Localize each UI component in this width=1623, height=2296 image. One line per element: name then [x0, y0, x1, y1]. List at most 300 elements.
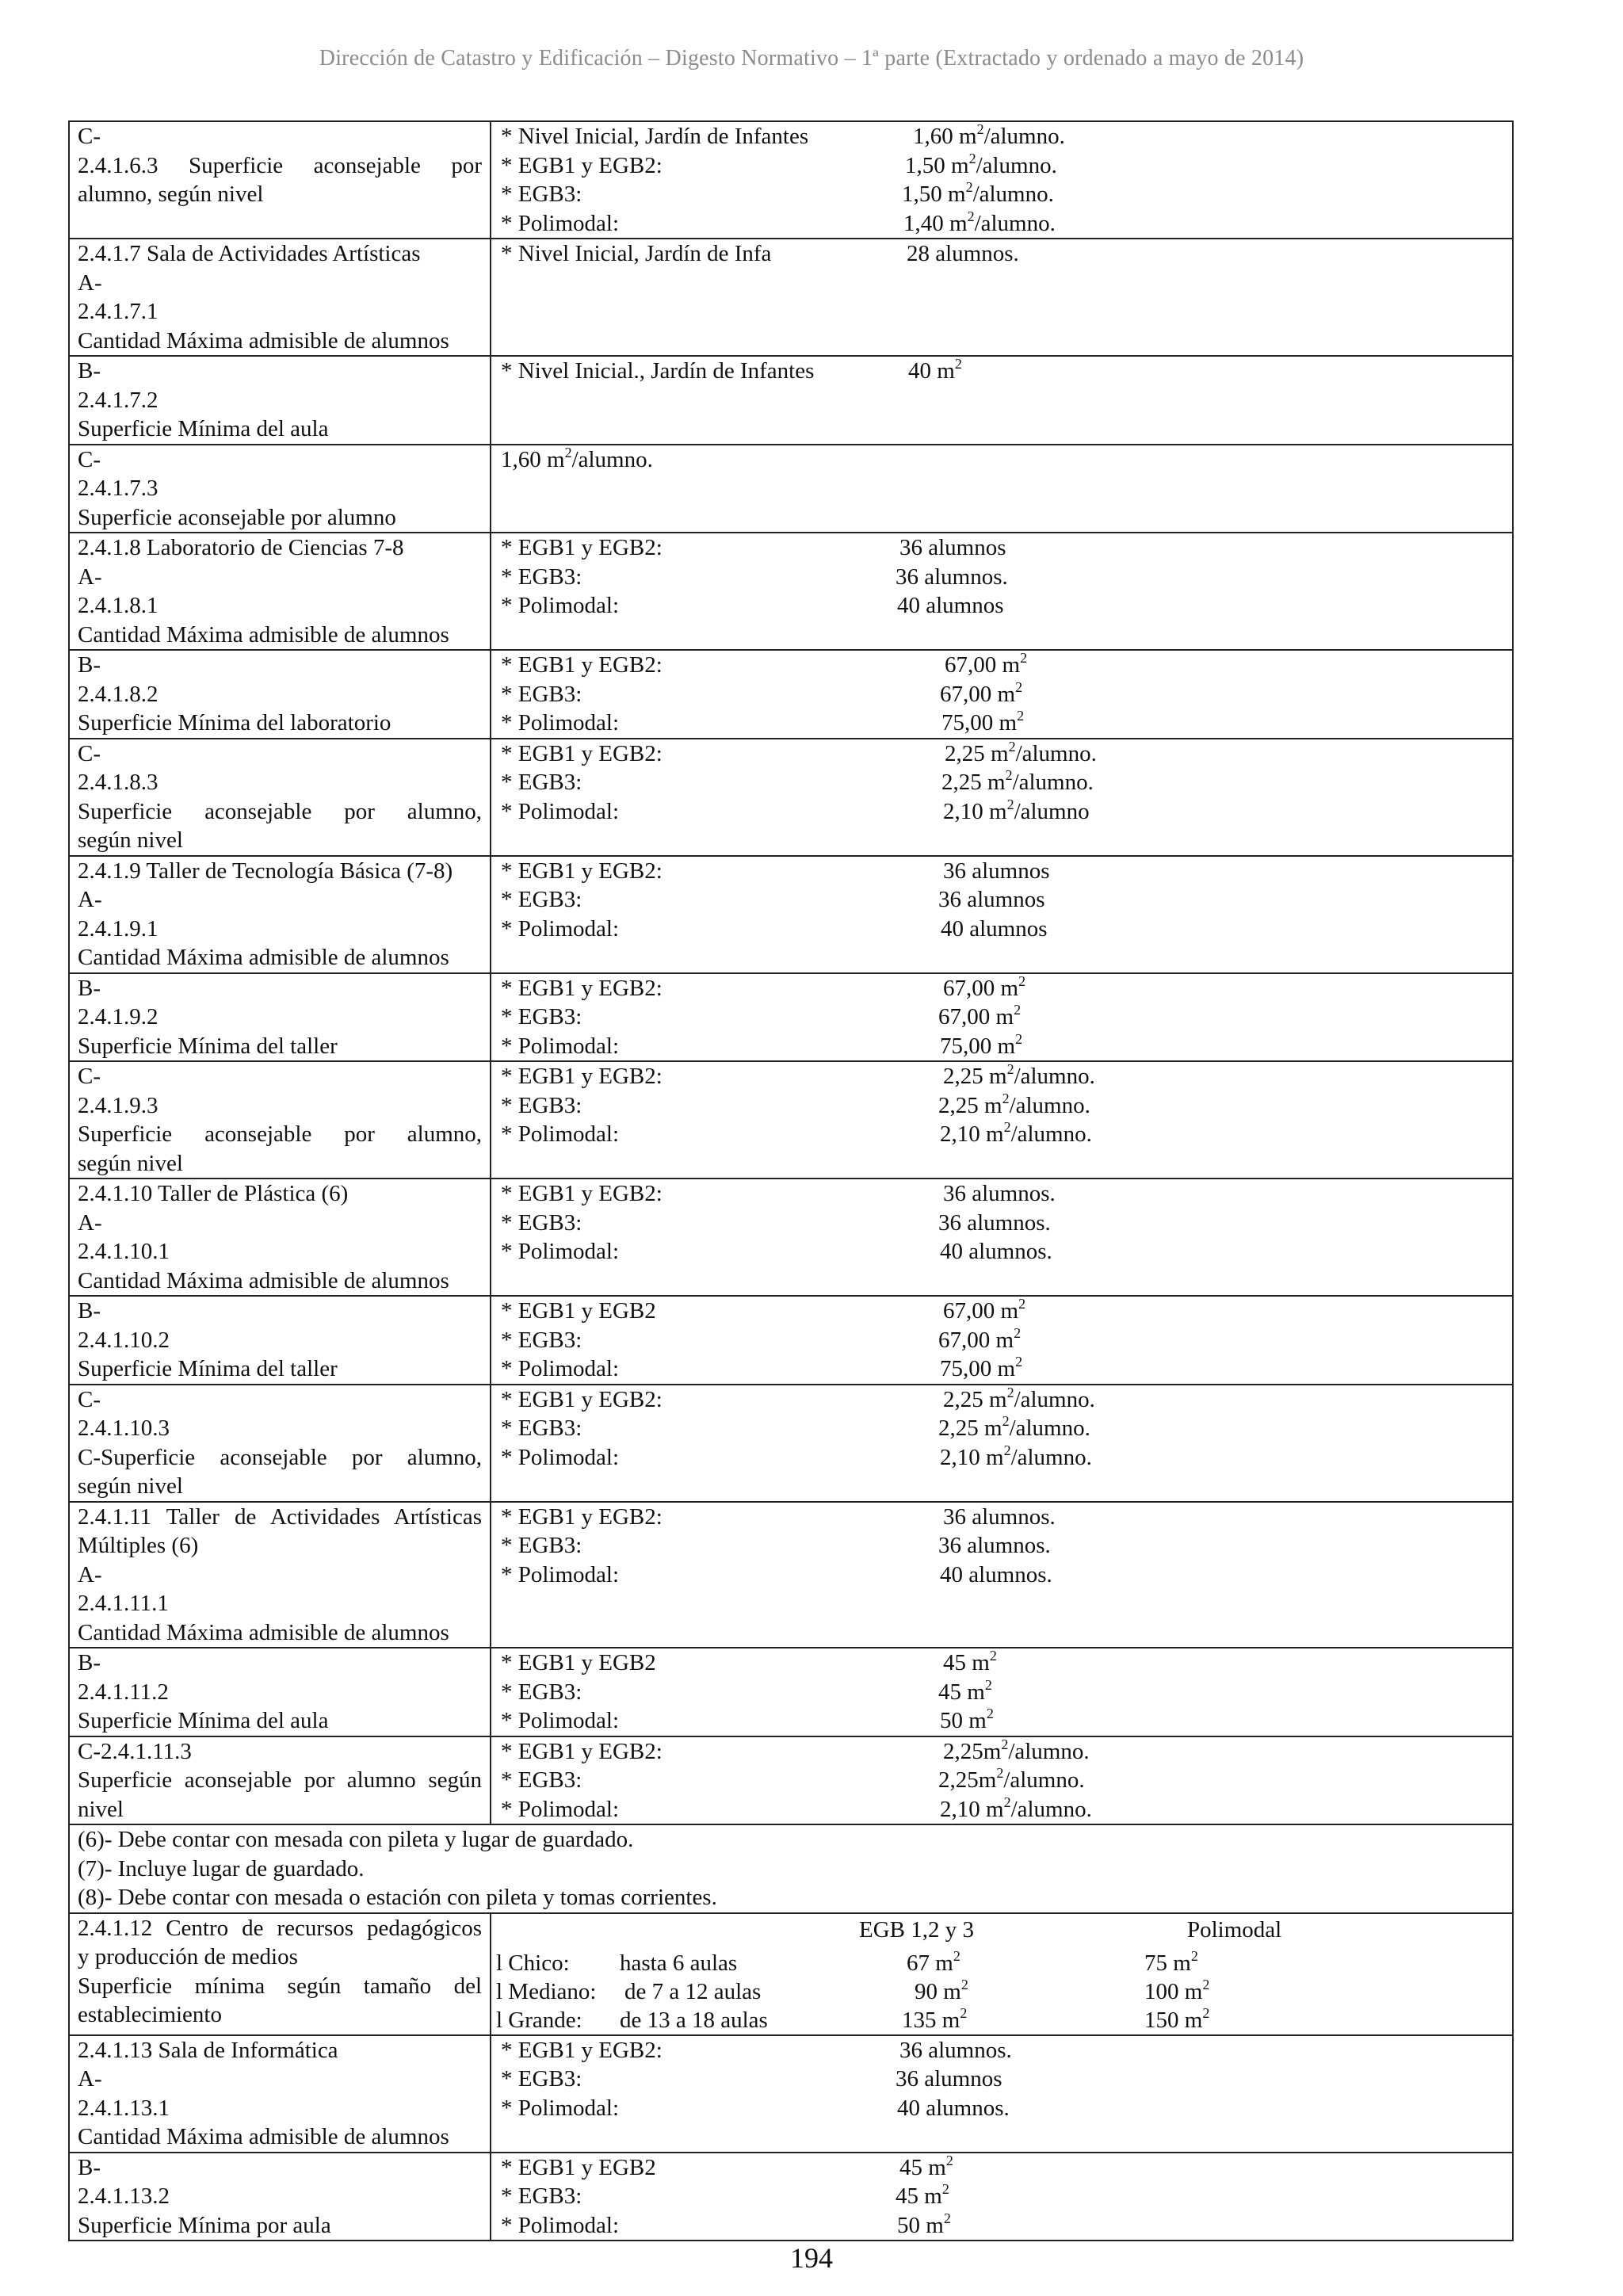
value-key: * EGB3: [501, 2183, 582, 2209]
value-key: * EGB3: [501, 1415, 582, 1441]
polimodal-value: 75 m [1144, 1950, 1191, 1976]
value-line [501, 1297, 1512, 1326]
superscript: 2 [976, 121, 984, 137]
value-line [501, 1179, 1512, 1209]
value-amount: 1,50 m [902, 181, 966, 207]
superscript: 2 [564, 444, 572, 460]
value-key: * Polimodal: [501, 1561, 620, 1587]
superscript: 2 [943, 2210, 951, 2226]
row-label-line: 2.4.1.9.1 [78, 915, 158, 942]
row-label-line: A- [78, 1561, 102, 1587]
row-label-line: según nivel [78, 827, 183, 853]
value-key: * Polimodal: [501, 1444, 620, 1470]
superscript: 2 [1020, 650, 1028, 666]
row-label-line: 2.4.1.10.3 [78, 1415, 170, 1441]
row-value-cell [491, 1062, 1512, 1178]
table-row [68, 120, 1514, 238]
value-key: * EGB3: [501, 1327, 582, 1353]
value-line [501, 209, 1512, 239]
row-label-line: A- [78, 887, 102, 912]
value-unit: /alumno. [974, 210, 1056, 236]
value-key: * Polimodal: [501, 1121, 620, 1147]
row-label-line: A- [78, 1209, 102, 1236]
row-label-cell [70, 533, 491, 649]
value-key: * EGB3: [501, 770, 582, 795]
value-amount: 75,00 m [941, 710, 1018, 735]
row-value-cell [491, 1737, 1512, 1824]
value-key: * EGB1 y EGB2: [501, 1181, 663, 1206]
row-label-cell [70, 2153, 491, 2241]
superscript: 2 [945, 2152, 953, 2168]
value-key: * Polimodal: [501, 210, 620, 236]
value-amount: 36 alumnos. [943, 1181, 1056, 1206]
value-amount: 67,00 m [938, 1004, 1014, 1030]
row-label-line: 2.4.1.9 Taller de Tecnología Básica (7-8) [78, 858, 453, 884]
value-line [501, 680, 1512, 709]
table-row [68, 1384, 1514, 1501]
value-line [501, 151, 1512, 181]
table-row [68, 1060, 1514, 1178]
value-key: * EGB1 y EGB2: [501, 535, 663, 560]
superscript: 2 [1015, 1354, 1023, 1370]
value-amount: 2,25 m [943, 1386, 1007, 1412]
row-label-line: Cantidad Máxima admisible de alumnos [78, 2124, 449, 2149]
value-line [501, 1678, 1512, 1707]
value-amount: 2,25 m [941, 770, 1006, 795]
value-key: * EGB3: [501, 181, 582, 207]
row-label-line: 2.4.1.13 Sala de Informática [78, 2037, 338, 2063]
row-label-line: 2.4.1.11 Taller de Actividades Artísticas [78, 1503, 482, 1530]
value-unit: /alumno. [1009, 1415, 1090, 1441]
value-amount: 75,00 m [940, 1033, 1016, 1059]
row-label-cell [70, 857, 491, 972]
row-value-cell [491, 533, 1512, 649]
superscript: 2 [953, 1947, 960, 1964]
value-line [501, 739, 1512, 769]
value-key: * Polimodal: [501, 593, 620, 618]
superscript: 2 [989, 1648, 997, 1664]
value-unit: /alumno. [1003, 1767, 1085, 1793]
value-key: * EGB3: [501, 1533, 582, 1558]
value-line [501, 2153, 1512, 2183]
value-amount: 40 alumnos. [940, 1239, 1052, 1264]
row-label-cell [70, 122, 491, 238]
value-unit: /alumno. [983, 124, 1065, 149]
row-value-cell [491, 739, 1512, 855]
row-label-line: 2.4.1.7.1 [78, 299, 158, 324]
superscript: 2 [1001, 1736, 1009, 1752]
value-line [501, 239, 1512, 269]
row-label-cell [70, 651, 491, 738]
row-label-line: Superficie Mínima por aula [78, 2212, 331, 2238]
value-amount: 40 alumnos. [940, 1561, 1052, 1587]
value-key: * EGB1 y EGB2: [501, 652, 663, 678]
footnote: (6)- Debe contar con mesada con pileta y lugar de guardado. [78, 1827, 634, 1852]
row-label-cell [70, 1648, 491, 1736]
superscript: 2 [984, 1676, 992, 1693]
value-line [501, 1237, 1512, 1266]
value-unit: /alumno [1014, 798, 1090, 824]
superscript: 2 [1018, 972, 1026, 989]
superscript: 2 [1002, 1090, 1010, 1106]
page-header: Dirección de Catastro y Edificación – Digesto Normativo – 1ª parte (Extractado y ordenado a mayo de 2014) [319, 46, 1304, 71]
value-line [501, 445, 1512, 475]
row-label-line: y producción de medios [78, 1944, 298, 1969]
value-line [501, 797, 1512, 827]
superscript: 2 [968, 150, 976, 166]
value-key: * Nivel Inicial, Jardín de Infantes [501, 124, 809, 149]
row-label-line: C-2.4.1.11.3 [78, 1738, 192, 1764]
row-label-line: 2.4.1.6.3 Superficie aconsejable por [78, 152, 482, 178]
value-amount: 45 m [896, 2183, 942, 2209]
value-line [501, 2065, 1512, 2094]
value-amount: 36 alumnos. [896, 563, 1008, 590]
size-label: l Chico: [496, 1950, 570, 1976]
row-value-cell [491, 651, 1512, 738]
value-amount: 36 alumnos [943, 858, 1050, 884]
row-label-line: C- [78, 1064, 101, 1089]
row-label-line: C- [78, 124, 101, 149]
row-label-line: Superficie Mínima del aula [78, 416, 329, 441]
row-value-cell [491, 239, 1512, 355]
row-label-cell [70, 357, 491, 444]
value-key: * Polimodal: [501, 710, 620, 735]
row-label-cell [70, 1503, 491, 1648]
value-unit: /alumno. [1008, 1738, 1090, 1764]
superscript: 2 [1017, 708, 1025, 724]
value-line [501, 1414, 1512, 1443]
size-label: l Grande: [496, 2007, 582, 2033]
row-value-cell [491, 122, 1512, 238]
row-label-line: C- [78, 740, 101, 766]
superscript: 2 [986, 1706, 994, 1721]
value-key: * Nivel Inicial., Jardín de Infantes [501, 358, 815, 384]
row-label-line: C- [78, 1386, 101, 1412]
row-label-line: B- [78, 358, 101, 384]
value-unit: /alumno. [972, 181, 1054, 207]
value-line [501, 1443, 1512, 1473]
value-line [501, 1385, 1512, 1415]
row-label-cell [70, 739, 491, 855]
value-key: * EGB1 y EGB2 [501, 2154, 656, 2180]
size-line [496, 2006, 1512, 2034]
row-label-line: Superficie Mínima del taller [78, 1356, 338, 1381]
value-amount: 45 m [938, 1679, 985, 1705]
row-label-line: 2.4.1.10.2 [78, 1327, 170, 1353]
value-amount: 36 alumnos [899, 535, 1006, 560]
row-label-line: según nivel [78, 1150, 183, 1176]
egb-value: 67 m [907, 1950, 953, 1976]
row-value-cell [491, 974, 1512, 1061]
row-value-cell [491, 1648, 1512, 1736]
row-label-line: C-Superficie aconsejable por alumno, [78, 1444, 482, 1470]
superscript: 2 [1006, 796, 1014, 812]
row-value-cell [491, 1179, 1512, 1295]
value-key: * Polimodal: [501, 1796, 620, 1822]
value-amount: 67,00 m [945, 652, 1021, 678]
value-line [501, 709, 1512, 738]
value-key: * Nivel Inicial, Jardín de Infa [501, 241, 772, 266]
value-key: * EGB3: [501, 1092, 582, 1118]
value-amount: 45 m [943, 1650, 990, 1675]
value-line [501, 1120, 1512, 1149]
value-line [501, 1032, 1512, 1061]
table-row [68, 238, 1514, 355]
value-unit: /alumno. [1009, 1092, 1090, 1118]
value-line [501, 1531, 1512, 1561]
notes-cell [70, 1825, 1512, 1912]
row-label-line: Cantidad Máxima admisible de alumnos [78, 1619, 449, 1645]
superscript: 2 [941, 2181, 949, 2197]
value-key: * EGB1 y EGB2: [501, 740, 663, 766]
table-row [68, 855, 1514, 972]
superscript: 2 [1005, 767, 1013, 783]
value-amount: 36 alumnos [896, 2066, 1002, 2092]
table-row [68, 444, 1514, 533]
row-label-line: 2.4.1.9.3 [78, 1092, 158, 1118]
table-row [68, 355, 1514, 444]
table-row [68, 972, 1514, 1061]
row-label-line: 2.4.1.13.2 [78, 2183, 170, 2209]
value-key: * EGB3: [501, 1004, 582, 1030]
footnote: (7)- Incluye lugar de guardado. [78, 1855, 365, 1881]
row-label-line: 2.4.1.8.2 [78, 681, 158, 707]
row-value-cell [491, 2036, 1512, 2152]
value-line [501, 857, 1512, 886]
value-line [501, 1766, 1512, 1795]
value-line [501, 2094, 1512, 2123]
row-label-line: A- [78, 2066, 102, 2092]
value-amount: 40 alumnos [897, 593, 1004, 618]
row-label-cell [70, 1062, 491, 1178]
row-label-line: A- [78, 563, 102, 590]
value-key: * EGB3: [501, 681, 582, 707]
row-label-line: 2.4.1.10.1 [78, 1239, 170, 1264]
row-label-line: Superficie aconsejable por alumno, [78, 798, 482, 824]
row-label-line: Cantidad Máxima admisible de alumnos [78, 1267, 449, 1293]
value-line [501, 122, 1512, 151]
egb-value: 90 m [915, 1978, 961, 2004]
value-amount: 1,60 m [913, 124, 977, 149]
value-key: * EGB3: [501, 1679, 582, 1705]
row-label-line: 2.4.1.7.3 [78, 476, 158, 501]
superscript: 2 [1014, 1324, 1022, 1341]
value-amount: 36 alumnos. [938, 1533, 1051, 1558]
column-header-egb: EGB 1,2 y 3 [859, 1916, 974, 1943]
value-unit: /alumno. [1012, 770, 1094, 795]
value-amount: 67,00 m [940, 681, 1016, 707]
value-key: * EGB1 y EGB2: [501, 1503, 663, 1530]
value-amount: 1,40 m [903, 210, 968, 236]
value-line [501, 1003, 1512, 1032]
value-key: * Polimodal: [501, 2095, 620, 2121]
row-label-cell [70, 445, 491, 533]
value-amount: 40 alumnos [941, 915, 1048, 942]
size-range: hasta 6 aulas [620, 1950, 738, 1976]
size-line [496, 1977, 1512, 2006]
footnote: (8)- Debe contar con mesada o estación con pileta y tomas corrientes. [78, 1885, 717, 1910]
superscript: 2 [1003, 1794, 1011, 1810]
row-label-line: según nivel [78, 1473, 183, 1499]
value-unit: /alumno. [1010, 1796, 1092, 1822]
value-key: * Polimodal: [501, 1356, 620, 1381]
value-amount: 36 alumnos. [943, 1503, 1056, 1530]
row-label-line: establecimiento [78, 2002, 222, 2027]
row-value-cell [491, 1503, 1512, 1648]
superscript: 2 [1003, 1442, 1011, 1458]
row-label-line: 2.4.1.8.1 [78, 593, 158, 618]
value-unit: /alumno. [1014, 1386, 1095, 1412]
row-value-cell [491, 1297, 1512, 1384]
size-line [496, 1949, 1512, 1977]
value-unit: /alumno. [571, 446, 653, 472]
value-key: * EGB3: [501, 563, 582, 590]
row-value-cell [491, 357, 1512, 444]
value-line [501, 1737, 1512, 1767]
value-line [501, 768, 1512, 797]
value-line [501, 1091, 1512, 1121]
superscript: 2 [996, 1765, 1004, 1781]
value-line [501, 533, 1512, 563]
value-amount: 2,25 m [938, 1092, 1002, 1118]
superscript: 2 [967, 208, 975, 224]
spacer [78, 209, 482, 239]
table-row [68, 1647, 1514, 1736]
row-label-line: B- [78, 1650, 101, 1675]
value-line [501, 563, 1512, 592]
size-range: de 13 a 18 aulas [620, 2007, 768, 2033]
row-label-line: B- [78, 975, 101, 1001]
value-amount: 2,25 m [938, 1415, 1002, 1441]
value-amount: 50 m [897, 2212, 944, 2238]
value-amount: 67,00 m [943, 975, 1019, 1001]
row-label-line: 2.4.1.7 Sala de Actividades Artísticas [78, 241, 421, 266]
value-key: * EGB1 y EGB2: [501, 975, 663, 1001]
value-amount: 36 alumnos [938, 887, 1045, 912]
value-amount: 67,00 m [938, 1327, 1014, 1353]
column-header-polimodal: Polimodal [1187, 1916, 1282, 1943]
value-line [501, 357, 1512, 386]
row-value-cell [491, 1385, 1512, 1501]
value-key: * Polimodal: [501, 1708, 620, 1733]
row-label-cell [70, 1914, 491, 2034]
value-line [501, 1706, 1512, 1736]
page-number: 194 [790, 2242, 833, 2274]
value-amount: 2,25 m [943, 1064, 1007, 1089]
table-row [68, 1912, 1514, 2034]
polimodal-value: 150 m [1144, 2007, 1203, 2033]
row-label-line: 2.4.1.11.2 [78, 1679, 169, 1705]
value-key: * EGB1 y EGB2 [501, 1298, 656, 1324]
value-key: * Polimodal: [501, 2212, 620, 2238]
row-value-cell [491, 445, 1512, 533]
value-key: * EGB3: [501, 1209, 582, 1236]
row-label-cell [70, 239, 491, 355]
row-label-line: 2.4.1.11.1 [78, 1591, 169, 1616]
row-value-cell [491, 2153, 1512, 2241]
row-label-line: 2.4.1.8.3 [78, 770, 158, 795]
row-label-cell [70, 1297, 491, 1384]
value-unit: /alumno. [976, 152, 1057, 178]
table-row [68, 649, 1514, 738]
value-unit: /alumno. [1010, 1444, 1092, 1470]
row-label-line: Cantidad Máxima admisible de alumnos [78, 621, 449, 648]
row-label-line: Cantidad Máxima admisible de alumnos [78, 945, 449, 970]
row-label-cell [70, 2036, 491, 2152]
value-line [501, 1062, 1512, 1091]
superscript: 2 [1014, 1002, 1022, 1018]
value-amount: 28 alumnos. [907, 241, 1019, 266]
value-line [501, 591, 1512, 621]
value-line [501, 1561, 1512, 1590]
row-label-line: Superficie Mínima del laboratorio [78, 710, 391, 735]
value-key: * Polimodal: [501, 1239, 620, 1264]
value-key: * EGB1 y EGB2: [501, 858, 663, 884]
value-line [501, 2182, 1512, 2211]
value-key: * Polimodal: [501, 1033, 620, 1059]
egb-value: 135 m [902, 2007, 960, 2033]
superscript: 2 [1202, 2004, 1210, 2021]
row-label-cell [70, 1737, 491, 1824]
value-amount: 67,00 m [943, 1298, 1019, 1324]
row-label-line: B- [78, 652, 101, 678]
superscript: 2 [1008, 738, 1016, 755]
superscript: 2 [1006, 1061, 1014, 1077]
polimodal-value: 100 m [1144, 1978, 1203, 2004]
value-amount: 1,50 m [905, 152, 969, 178]
value-line [501, 651, 1512, 680]
row-label-line: Superficie Mínima del aula [78, 1708, 329, 1733]
table-row [68, 1178, 1514, 1295]
value-amount: 2,10 m [940, 1796, 1004, 1822]
value-amount: 45 m [899, 2154, 946, 2180]
value-line [501, 1209, 1512, 1238]
value-line [501, 1326, 1512, 1355]
value-key: * EGB3: [501, 887, 582, 912]
value-line [501, 180, 1512, 209]
value-amount: 50 m [940, 1708, 987, 1733]
row-value-cell [491, 857, 1512, 972]
value-amount: 36 alumnos. [938, 1209, 1051, 1236]
value-line [501, 885, 1512, 915]
row-label-cell [70, 1179, 491, 1295]
row-label-line: 2.4.1.13.1 [78, 2095, 170, 2121]
row-label-line: 2.4.1.7.2 [78, 387, 158, 413]
row-label-line: 2.4.1.9.2 [78, 1004, 158, 1030]
row-label-line: alumno, según nivel [78, 181, 264, 207]
value-amount: 36 alumnos. [899, 2037, 1012, 2063]
value-key: * Polimodal: [501, 798, 620, 824]
row-label-line: Superficie Mínima del taller [78, 1033, 338, 1059]
superscript: 2 [1015, 1030, 1023, 1047]
superscript: 2 [960, 1976, 968, 1992]
column-header-line [496, 1914, 1512, 1946]
value-line [501, 2036, 1512, 2065]
superscript: 2 [1018, 1296, 1026, 1312]
value-amount: 2,25m [938, 1767, 997, 1793]
row-label-line: Múltiples (6) [78, 1533, 199, 1558]
table-row [68, 2152, 1514, 2242]
value-amount: 2,25m [943, 1738, 1002, 1764]
value-line [501, 2211, 1512, 2241]
value-line [501, 1354, 1512, 1384]
superscript: 2 [965, 179, 973, 195]
row-label-line: 2.4.1.12 Centro de recursos pedagógicos [78, 1915, 482, 1941]
row-label-line: Superficie aconsejable por alumno, [78, 1121, 482, 1147]
value-line [501, 1795, 1512, 1824]
value-key: * EGB1 y EGB2: [501, 152, 663, 178]
value-key: * EGB3: [501, 1767, 582, 1793]
